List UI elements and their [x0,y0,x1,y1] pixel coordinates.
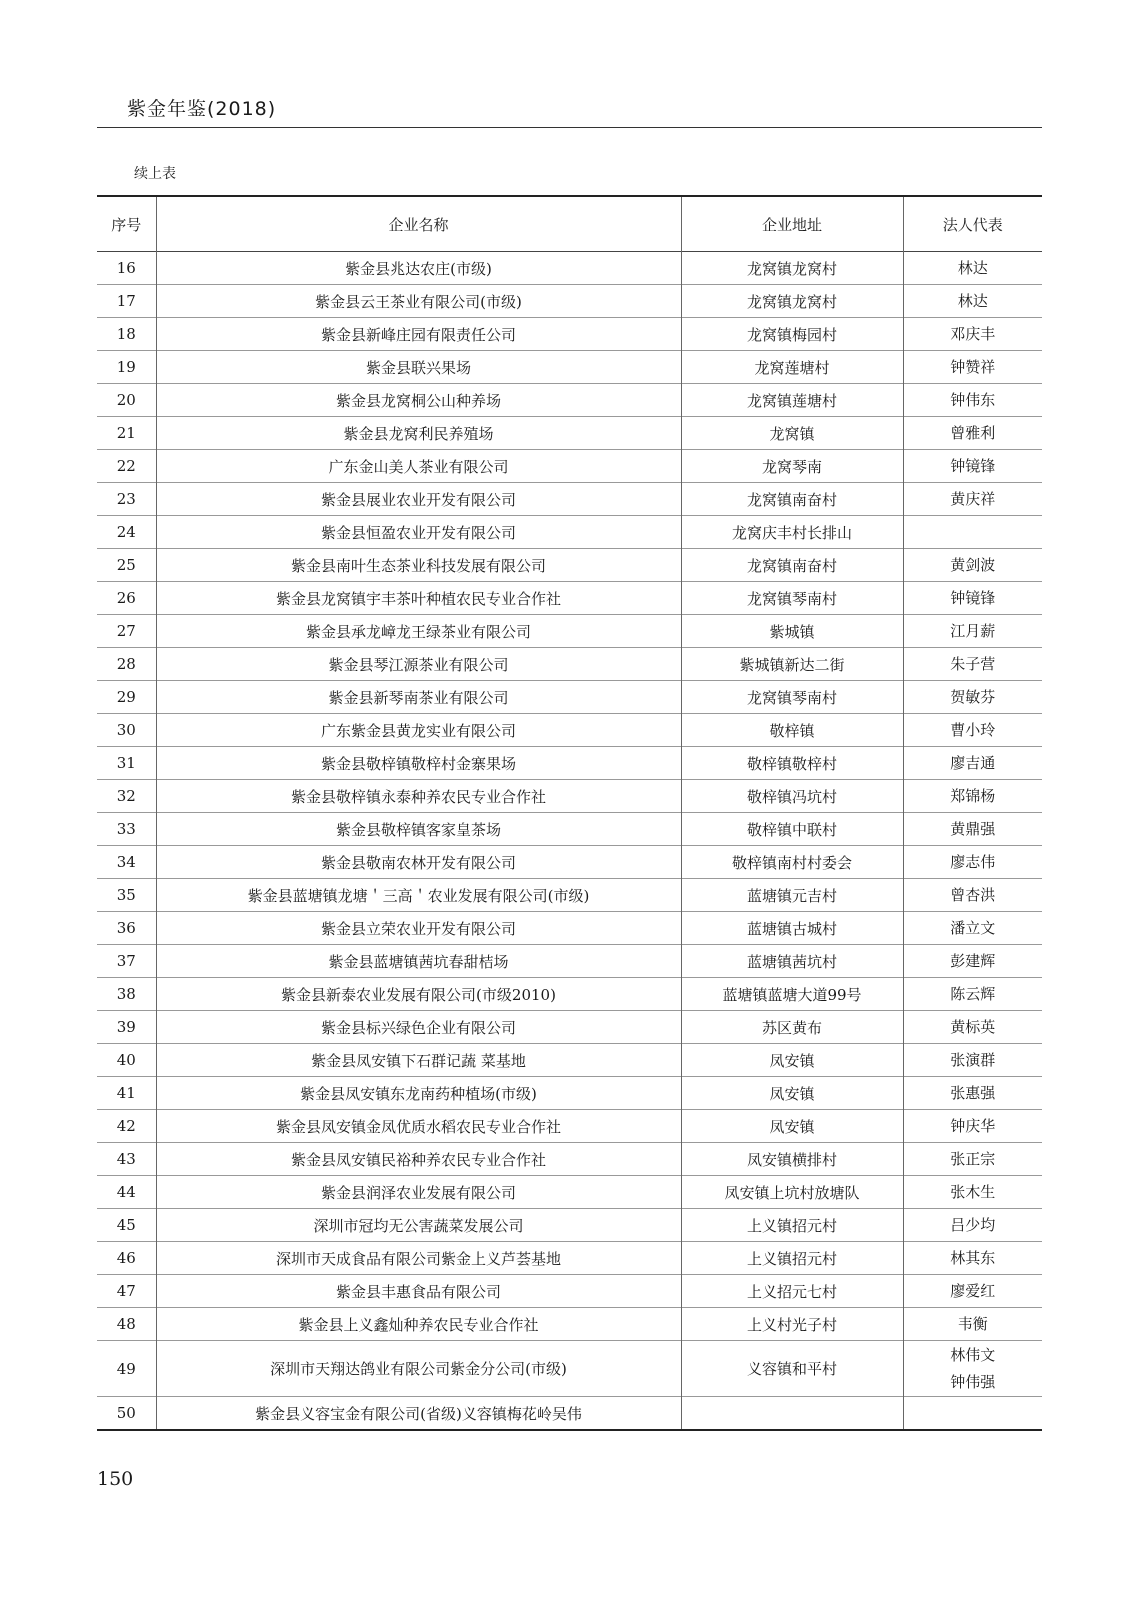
cell-number: 42 [97,1110,156,1143]
table-row [97,1308,1042,1341]
table-row [97,1341,1042,1397]
cell-address: 凤安镇 [681,1044,903,1077]
cell-representative [903,681,1042,714]
table-row [97,1209,1042,1242]
cell-representative [903,945,1042,978]
cell-name: 紫金县琴江源茶业有限公司 [156,648,681,681]
column-header-address: 企业地址 [681,196,903,252]
table-caption: 续上表 [134,166,176,182]
cell-address: 龙窝镇琴南村 [681,681,903,714]
cell-address: 敬梓镇冯坑村 [681,780,903,813]
representative-name: 张惠强 [950,1083,996,1102]
representative-name: 钟镜锋 [950,588,996,607]
cell-address: 蓝塘镇古城村 [681,912,903,945]
table-row [97,879,1042,912]
representative-name: 钟镜锋 [950,456,996,475]
cell-representative [903,648,1042,681]
cell-representative [903,252,1042,285]
cell-address: 龙窝镇南奋村 [681,483,903,516]
cell-address: 龙窝镇龙窝村 [681,285,903,318]
cell-name: 紫金县润泽农业发展有限公司 [156,1176,681,1209]
table-row [97,978,1042,1011]
table-row [97,1044,1042,1077]
table-row [97,384,1042,417]
representative-name: 曾雅利 [950,423,996,442]
cell-number: 23 [97,483,156,516]
cell-address: 龙窝镇龙窝村 [681,252,903,285]
table-row [97,747,1042,780]
cell-representative [903,615,1042,648]
cell-name: 紫金县承龙嶂龙王绿茶业有限公司 [156,615,681,648]
cell-number: 28 [97,648,156,681]
cell-representative [903,1110,1042,1143]
representative-name: 潘立文 [950,918,996,937]
cell-address: 蓝塘镇茜坑村 [681,945,903,978]
cell-name: 紫金县云王茶业有限公司(市级) [156,285,681,318]
cell-address: 上义镇招元村 [681,1242,903,1275]
cell-number: 17 [97,285,156,318]
cell-address: 上义招元七村 [681,1275,903,1308]
table-row [97,417,1042,450]
representative-name: 钟伟东 [950,390,996,409]
cell-address: 紫城镇 [681,615,903,648]
representative-name: 张演群 [950,1050,996,1069]
cell-number: 47 [97,1275,156,1308]
column-header-number: 序号 [97,196,156,252]
table-row [97,1242,1042,1275]
table-row [97,648,1042,681]
cell-number: 27 [97,615,156,648]
cell-number: 36 [97,912,156,945]
cell-number: 18 [97,318,156,351]
cell-name: 紫金县义容宝金有限公司(省级)义容镇梅花岭吴伟 [156,1397,681,1431]
table-row [97,450,1042,483]
cell-address [681,1397,903,1431]
cell-number: 34 [97,846,156,879]
cell-representative [903,549,1042,582]
cell-representative [903,285,1042,318]
table-row [97,615,1042,648]
cell-name: 紫金县敬南农林开发有限公司 [156,846,681,879]
representative-name: 曾杏洪 [950,885,996,904]
cell-name: 紫金县新泰农业发展有限公司(市级2010) [156,978,681,1011]
cell-representative [903,483,1042,516]
cell-number: 21 [97,417,156,450]
cell-representative [903,1242,1042,1275]
cell-representative [903,780,1042,813]
cell-number: 22 [97,450,156,483]
representative-name: 黄剑波 [950,555,996,574]
cell-address: 龙窝庆丰村长排山 [681,516,903,549]
header-row [97,196,1042,252]
cell-representative [903,1176,1042,1209]
cell-representative [903,1143,1042,1176]
representative-name: 林其东 [950,1248,996,1267]
cell-address: 凤安镇上坑村放塘队 [681,1176,903,1209]
cell-name: 紫金县敬梓镇永泰种养农民专业合作社 [156,780,681,813]
representative-name: 钟庆华 [950,1116,996,1135]
cell-representative [903,978,1042,1011]
cell-representative [903,1341,1042,1397]
cell-name: 紫金县标兴绿色企业有限公司 [156,1011,681,1044]
representative-name: 贺敏芬 [950,687,996,706]
column-header-name: 企业名称 [156,196,681,252]
cell-address: 敬梓镇 [681,714,903,747]
cell-name: 紫金县新琴南茶业有限公司 [156,681,681,714]
cell-representative [903,912,1042,945]
cell-number: 46 [97,1242,156,1275]
representative-name: 黄标英 [950,1017,996,1036]
representative-name: 黄庆祥 [950,489,996,508]
cell-name: 广东金山美人茶业有限公司 [156,450,681,483]
cell-representative [903,1308,1042,1341]
table-row [97,285,1042,318]
cell-representative [903,1397,1042,1431]
representative-name: 韦衡 [957,1314,988,1333]
table-row [97,252,1042,285]
cell-representative [903,813,1042,846]
enterprise-table [97,195,1042,1431]
representative-name: 林达 [957,291,988,310]
cell-representative [903,747,1042,780]
cell-address: 龙窝镇莲塘村 [681,384,903,417]
table-row [97,1275,1042,1308]
cell-address: 蓝塘镇蓝塘大道99号 [681,978,903,1011]
cell-name: 广东紫金县黄龙实业有限公司 [156,714,681,747]
cell-number: 40 [97,1044,156,1077]
cell-representative [903,417,1042,450]
table-row [97,912,1042,945]
representative-name: 林达 [957,258,988,277]
cell-name: 紫金县南叶生态茶业科技发展有限公司 [156,549,681,582]
cell-number: 32 [97,780,156,813]
table-row [97,582,1042,615]
cell-representative [903,714,1042,747]
cell-number: 24 [97,516,156,549]
cell-representative [903,450,1042,483]
cell-name: 紫金县恒盈农业开发有限公司 [156,516,681,549]
cell-address: 紫城镇新达二街 [681,648,903,681]
cell-representative [903,582,1042,615]
cell-representative [903,516,1042,549]
table-row [97,1110,1042,1143]
representative-name: 廖爱红 [950,1281,996,1300]
cell-representative [903,846,1042,879]
cell-number: 41 [97,1077,156,1110]
table-row [97,681,1042,714]
running-header-title: 紫金年鉴(2018) [127,98,277,120]
cell-name: 紫金县立荣农业开发有限公司 [156,912,681,945]
cell-address: 龙窝镇梅园村 [681,318,903,351]
cell-number: 30 [97,714,156,747]
cell-representative [903,318,1042,351]
table-row [97,516,1042,549]
cell-name: 紫金县龙窝利民养殖场 [156,417,681,450]
table-row [97,780,1042,813]
representative-name: 林伟文 [950,1345,996,1364]
cell-representative [903,384,1042,417]
cell-number: 44 [97,1176,156,1209]
cell-address: 蓝塘镇元吉村 [681,879,903,912]
cell-representative [903,1044,1042,1077]
representative-name: 江月薪 [950,621,996,640]
cell-number: 37 [97,945,156,978]
cell-address: 敬梓镇敬梓村 [681,747,903,780]
cell-address: 义容镇和平村 [681,1341,903,1397]
cell-number: 35 [97,879,156,912]
representative-name: 钟赞祥 [950,357,996,376]
cell-number: 29 [97,681,156,714]
representative-name: 郑锦杨 [950,786,996,805]
cell-number: 39 [97,1011,156,1044]
cell-name: 紫金县凤安镇下石群记蔬 菜基地 [156,1044,681,1077]
table-row [97,351,1042,384]
table-row [97,1176,1042,1209]
table-header [97,196,1042,252]
cell-name: 紫金县龙窝桐公山种养场 [156,384,681,417]
cell-name: 紫金县敬梓镇客家皇茶场 [156,813,681,846]
representative-name: 黄鼎强 [950,819,996,838]
cell-representative [903,1077,1042,1110]
cell-number: 16 [97,252,156,285]
table-row [97,1397,1042,1431]
cell-name: 紫金县上义鑫灿种养农民专业合作社 [156,1308,681,1341]
cell-name: 紫金县展业农业开发有限公司 [156,483,681,516]
cell-name: 紫金县联兴果场 [156,351,681,384]
cell-representative [903,1209,1042,1242]
representative-name: 朱子营 [950,654,996,673]
cell-representative [903,879,1042,912]
cell-number: 48 [97,1308,156,1341]
cell-name: 紫金县凤安镇金凤优质水稻农民专业合作社 [156,1110,681,1143]
column-header-representative: 法人代表 [903,196,1042,252]
cell-number: 45 [97,1209,156,1242]
cell-representative [903,1011,1042,1044]
table-row [97,714,1042,747]
cell-name: 紫金县蓝塘镇茜坑春甜桔场 [156,945,681,978]
cell-number: 49 [97,1341,156,1397]
cell-number: 26 [97,582,156,615]
cell-address: 龙窝琴南 [681,450,903,483]
representative-name: 廖志伟 [950,852,996,871]
table-row [97,1077,1042,1110]
cell-address: 凤安镇横排村 [681,1143,903,1176]
cell-name: 紫金县凤安镇民裕种养农民专业合作社 [156,1143,681,1176]
representative-name: 张木生 [950,1182,996,1201]
representative-name: 陈云辉 [950,984,996,1003]
cell-address: 敬梓镇南村村委会 [681,846,903,879]
table-row [97,1143,1042,1176]
cell-address: 龙窝镇南奋村 [681,549,903,582]
cell-address: 上义镇招元村 [681,1209,903,1242]
cell-address: 凤安镇 [681,1077,903,1110]
representative-name: 张正宗 [950,1149,996,1168]
cell-address: 苏区黄布 [681,1011,903,1044]
cell-name: 紫金县新峰庄园有限责任公司 [156,318,681,351]
cell-number: 33 [97,813,156,846]
cell-name: 紫金县敬梓镇敬梓村金寨果场 [156,747,681,780]
representative-name: 曹小玲 [950,720,996,739]
page-number: 150 [97,1468,134,1490]
cell-number: 43 [97,1143,156,1176]
cell-number: 31 [97,747,156,780]
cell-address: 敬梓镇中联村 [681,813,903,846]
representative-name: 彭建辉 [950,951,996,970]
header-rule [97,127,1042,128]
cell-name: 紫金县丰惠食品有限公司 [156,1275,681,1308]
cell-name: 紫金县兆达农庄(市级) [156,252,681,285]
cell-address: 凤安镇 [681,1110,903,1143]
cell-name: 紫金县龙窝镇宇丰茶叶种植农民专业合作社 [156,582,681,615]
cell-number: 50 [97,1397,156,1431]
cell-number: 38 [97,978,156,1011]
cell-name: 深圳市天翔达鸽业有限公司紫金分公司(市级) [156,1341,681,1397]
table-row [97,483,1042,516]
table-row [97,945,1042,978]
table-body [97,252,1042,1431]
representative-name: 廖吉通 [950,753,996,772]
cell-number: 19 [97,351,156,384]
cell-name: 深圳市天成食品有限公司紫金上义芦荟基地 [156,1242,681,1275]
cell-address: 龙窝镇琴南村 [681,582,903,615]
cell-name: 紫金县凤安镇东龙南药种植场(市级) [156,1077,681,1110]
representative-name: 吕少均 [950,1215,996,1234]
cell-address: 上义村光子村 [681,1308,903,1341]
representative-name: 邓庆丰 [950,324,996,343]
cell-representative [903,351,1042,384]
cell-name: 深圳市冠均无公害蔬菜发展公司 [156,1209,681,1242]
table-row [97,813,1042,846]
cell-number: 20 [97,384,156,417]
representative-name: 钟伟强 [950,1372,996,1391]
cell-address: 龙窝莲塘村 [681,351,903,384]
cell-number: 25 [97,549,156,582]
cell-address: 龙窝镇 [681,417,903,450]
table-row [97,549,1042,582]
cell-name: 紫金县蓝塘镇龙塘＇三高＇农业发展有限公司(市级) [156,879,681,912]
table-row [97,318,1042,351]
cell-representative [903,1275,1042,1308]
table-row [97,846,1042,879]
table-row [97,1011,1042,1044]
